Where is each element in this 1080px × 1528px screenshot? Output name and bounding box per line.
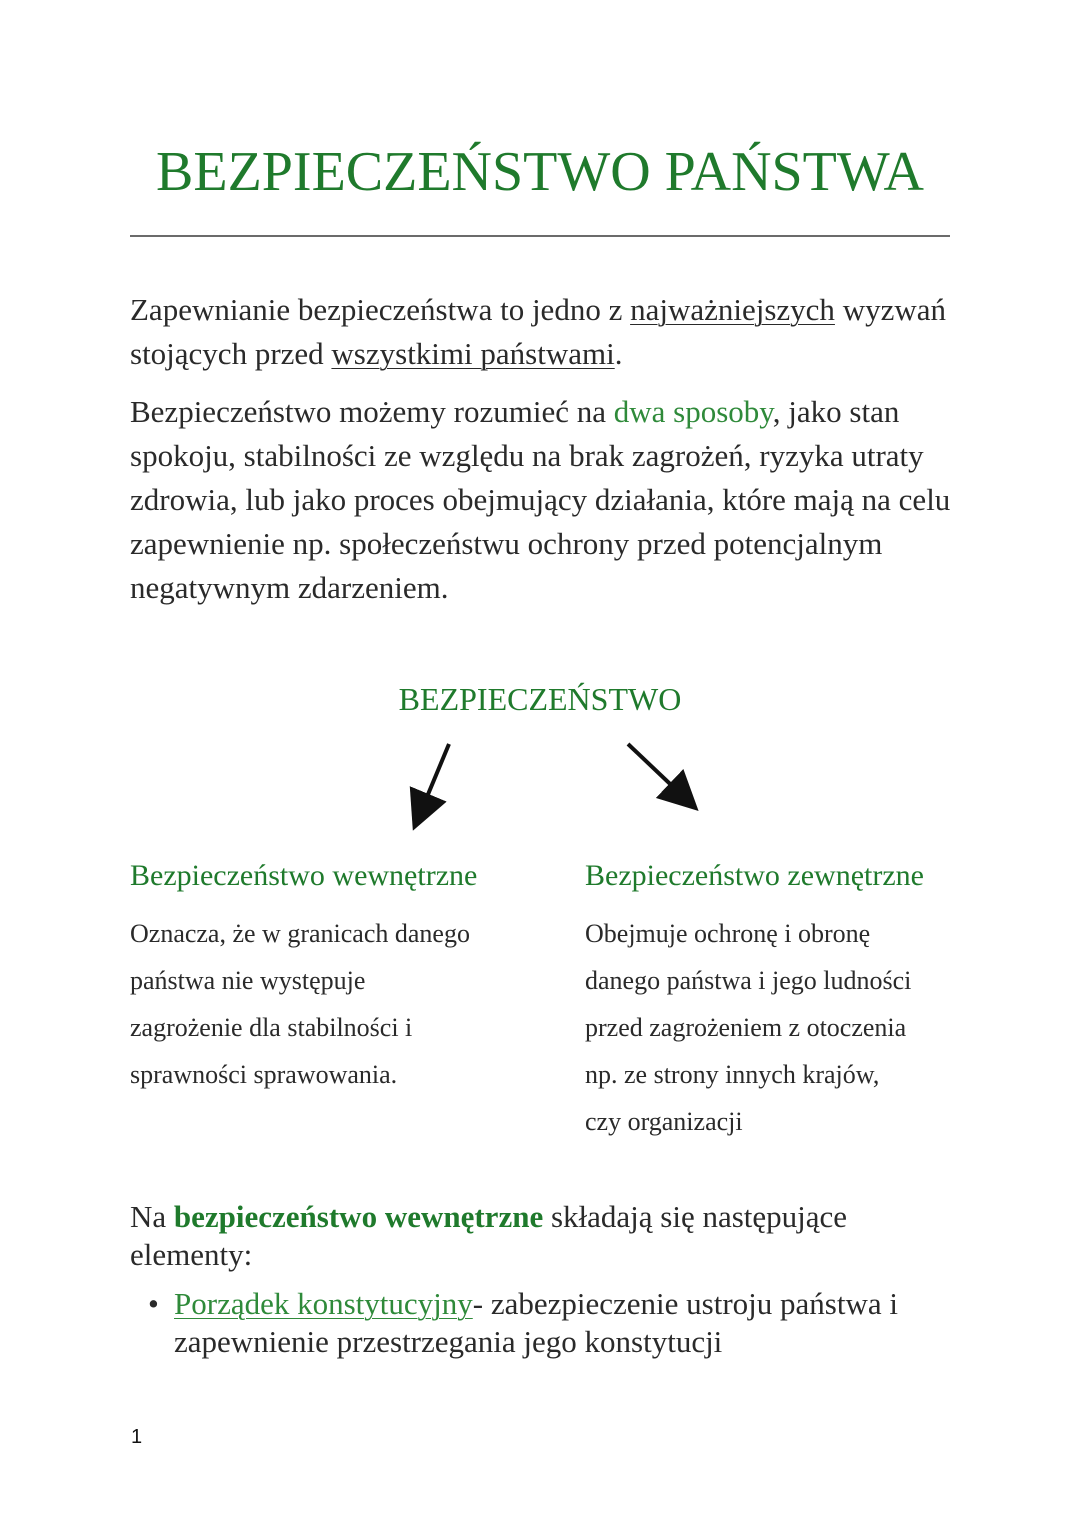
list-item-body [174,1285,948,1361]
list-item-description: - zabezpieczenie ustroju państwa i zapewnienie przestrzegania jego konstytucji [174,1286,898,1359]
intro-paragraph-1 [130,288,960,376]
text-line: sprawności sprawowania. [130,1060,398,1089]
text-line: przed zagrożeniem z otoczenia [585,1013,907,1042]
underlined-phrase: najważniejszych [630,292,835,327]
underlined-phrase: wszystkimi państwami [331,336,615,371]
intro-text: Zapewnianie bezpieczeństwa to jedno z [130,292,631,327]
text-line: Oznacza, że w granicach danego [130,919,470,948]
right-column-text [585,910,985,1145]
bullet-icon: • [148,1286,159,1321]
diagram-arrows [0,730,1080,840]
text-line: danego państwa i jego ludności [585,966,912,995]
text-line: czy organizacji [585,1107,743,1136]
intro-text: wyzwań stojących przed [130,292,946,371]
intro-text: Na [130,1199,174,1234]
bold-term: bezpieczeństwo wewnętrzne [173,1199,544,1234]
intro-text: składają się następujące elementy: [130,1199,848,1272]
text-line: np. ze strony innych krajów, [585,1060,880,1089]
page-title: BEZPIECZEŃSTWO PAŃSTWA [156,141,924,203]
page-number: 1 [131,1426,143,1448]
diagram-root-label: BEZPIECZEŃSTWO [398,681,682,717]
intro-text: Bezpieczeństwo możemy rozumieć na [130,394,614,429]
elements-intro [130,1198,960,1274]
list-item-term: Porządek konstytucyjny [174,1286,473,1321]
intro-text: , jako stan spokoju, stabilności ze względu na brak zagrożeń, ryzyka utraty zdrowia, lub jako proces obejmujący działania, które mają na celu zapewnienie np. społeczeństwu ochrony przed potencjalnym negatywnym zdarzeniem. [130,394,951,605]
arrow-left-icon [419,744,449,816]
right-column-heading: Bezpieczeństwo zewnętrzne [585,859,924,892]
arrow-right-icon [628,744,687,800]
left-column-text [130,910,530,1098]
highlighted-phrase: dwa sposoby [613,394,773,429]
title-divider [130,235,950,237]
text-line: państwa nie występuje [130,966,366,995]
intro-paragraph-2 [130,390,960,610]
list-item [148,1285,948,1361]
left-column-heading: Bezpieczeństwo wewnętrzne [130,859,478,892]
intro-text: . [614,336,623,371]
text-line: zagrożenie dla stabilności i [130,1013,413,1042]
text-line: Obejmuje ochronę i obronę [585,919,871,948]
